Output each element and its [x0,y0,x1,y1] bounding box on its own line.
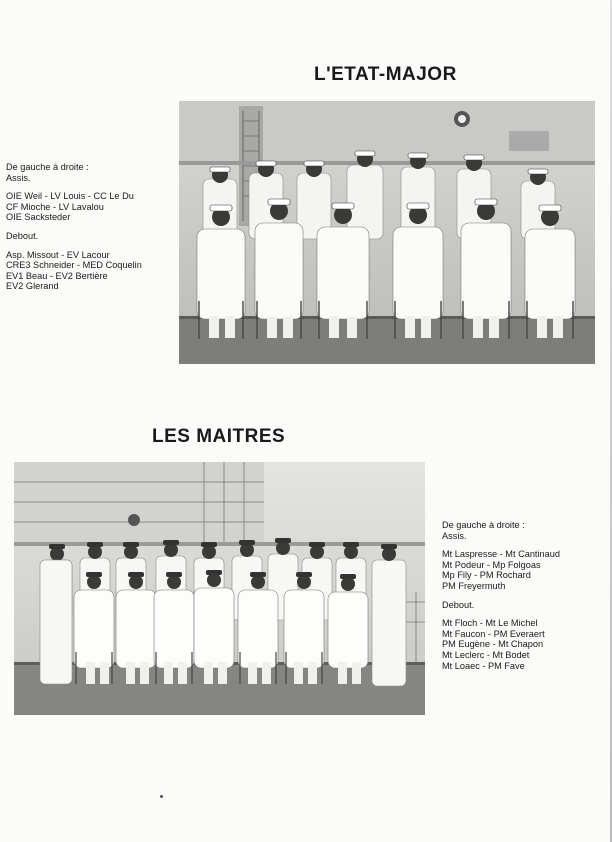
caption-les-maitres [442,520,560,671]
caption-standing-line: Mt Loaec - PM Fave [442,660,525,671]
caption-standing-line: Mt Leclerc - Mt Bodet [442,649,530,660]
caption-standing-line: Mt Faucon - PM Everaert [442,628,545,639]
photo-les-maitres-drawing [14,462,425,715]
caption-intro: De gauche à droite : [442,520,525,530]
section-title-les-maitres: LES MAITRES [152,426,286,447]
caption-standing-heading: Debout. [6,230,39,241]
caption-standing-line: EV1 Beau - EV2 Bertière [6,270,108,281]
caption-seated-line: CF Mioche - LV Lavalou [6,201,104,212]
caption-seated-line: OIE Sacksteder [6,212,71,223]
group-photo-etat-major [179,101,595,364]
caption-seated-heading: Assis. [442,530,467,541]
caption-seated-line: Mp Fily - PM Rochard [442,570,531,581]
caption-seated-line: OIE Weil - LV Louis - CC Le Du [6,191,134,202]
group-photo-les-maitres [14,462,425,715]
caption-seated-line: PM Freyermuth [442,580,506,591]
photo-etat-major-drawing [179,101,595,364]
caption-standing-line: Asp. Missout - EV Lacour [6,249,110,260]
caption-etat-major [6,162,142,292]
caption-standing-line: EV2 Glerand [6,281,59,292]
caption-seated-heading: Assis. [6,172,31,183]
section-title-etat-major: L'ETAT-MAJOR [314,64,457,85]
caption-standing-line: CRE3 Schneider - MED Coquelin [6,260,142,271]
caption-seated-line: Mt Laspresse - Mt Cantinaud [442,549,560,560]
caption-intro: De gauche à droite : [6,162,89,172]
caption-standing-heading: Debout. [442,599,475,610]
caption-seated-line: Mt Podeur - Mp Folgoas [442,559,541,570]
caption-standing-line: Mt Floch - Mt Le Michel [442,618,538,629]
page-dot [160,795,163,798]
caption-standing-line: PM Eugène - Mt Chapon [442,639,544,650]
